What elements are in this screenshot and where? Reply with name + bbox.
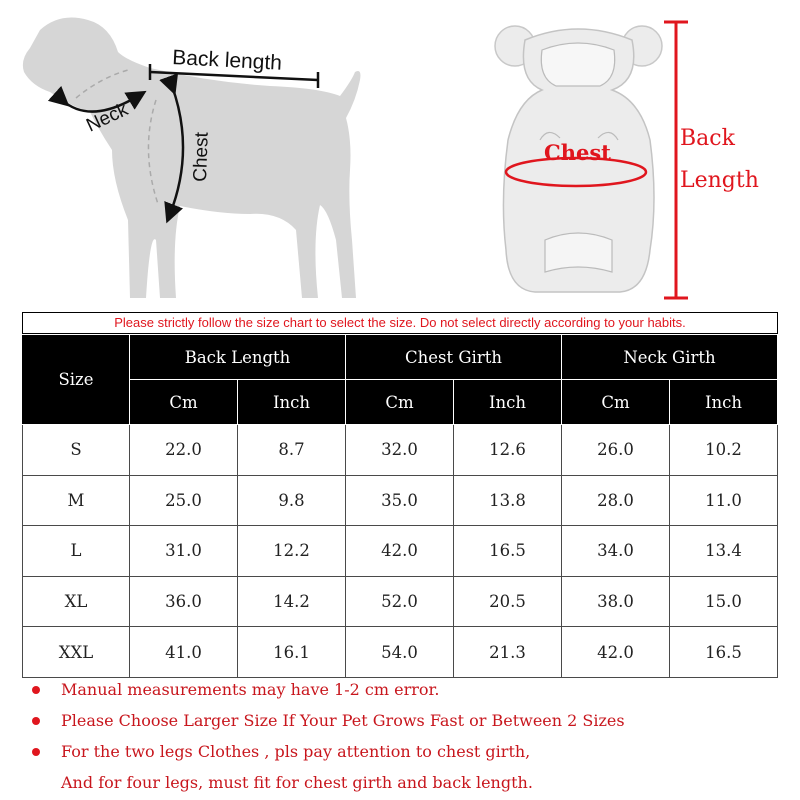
size-cell: L xyxy=(23,526,130,577)
value-cell: 41.0 xyxy=(130,627,238,678)
table-row xyxy=(23,576,778,627)
size-chart-table xyxy=(22,334,778,678)
size-cell: XXL xyxy=(23,627,130,678)
value-cell: 13.4 xyxy=(670,526,778,577)
unit-header: Cm xyxy=(562,380,670,425)
note-text: Manual measurements may have 1-2 cm error. xyxy=(61,680,440,699)
value-cell: 54.0 xyxy=(346,627,454,678)
dog-neck-label: Neck xyxy=(83,99,132,137)
garment-back-label: Back xyxy=(680,126,735,151)
value-cell: 16.5 xyxy=(670,627,778,678)
value-cell: 32.0 xyxy=(346,425,454,476)
value-cell: 12.6 xyxy=(454,425,562,476)
note-item xyxy=(28,767,778,798)
value-cell: 36.0 xyxy=(130,576,238,627)
value-cell: 9.8 xyxy=(238,475,346,526)
value-cell: 34.0 xyxy=(562,526,670,577)
value-cell: 31.0 xyxy=(130,526,238,577)
table-row xyxy=(23,526,778,577)
value-cell: 22.0 xyxy=(130,425,238,476)
garment-back-length-marker xyxy=(664,22,688,298)
value-cell: 15.0 xyxy=(670,576,778,627)
value-cell: 14.2 xyxy=(238,576,346,627)
back-length-header: Back Length xyxy=(130,335,346,380)
value-cell: 13.8 xyxy=(454,475,562,526)
size-cell: XL xyxy=(23,576,130,627)
unit-header: Inch xyxy=(670,380,778,425)
unit-header: Cm xyxy=(130,380,238,425)
bullet-dot-icon xyxy=(32,686,40,694)
note-text: Please Choose Larger Size If Your Pet Grows Fast or Between 2 Sizes xyxy=(61,711,625,730)
neck-girth-header: Neck Girth xyxy=(562,335,778,380)
value-cell: 21.3 xyxy=(454,627,562,678)
chest-girth-header: Chest Girth xyxy=(346,335,562,380)
value-cell: 11.0 xyxy=(670,475,778,526)
note-item xyxy=(28,736,778,767)
unit-header: Inch xyxy=(454,380,562,425)
size-cell: M xyxy=(23,475,130,526)
unit-header: Cm xyxy=(346,380,454,425)
unit-header: Inch xyxy=(238,380,346,425)
value-cell: 8.7 xyxy=(238,425,346,476)
garment-chest-label: Chest xyxy=(544,140,611,165)
value-cell: 28.0 xyxy=(562,475,670,526)
dog-chest-label: Chest xyxy=(190,131,213,183)
bullet-dot-icon xyxy=(32,748,40,756)
dog-back-length-label: Back length xyxy=(171,46,283,75)
measurement-illustrations xyxy=(0,0,800,312)
value-cell: 25.0 xyxy=(130,475,238,526)
value-cell: 42.0 xyxy=(346,526,454,577)
value-cell: 26.0 xyxy=(562,425,670,476)
value-cell: 38.0 xyxy=(562,576,670,627)
value-cell: 10.2 xyxy=(670,425,778,476)
note-item xyxy=(28,674,778,705)
note-item xyxy=(28,705,778,736)
value-cell: 52.0 xyxy=(346,576,454,627)
table-row xyxy=(23,627,778,678)
notes-list xyxy=(28,674,778,798)
note-text: For the two legs Clothes , pls pay attention to chest girth, xyxy=(61,742,531,761)
value-cell: 12.2 xyxy=(238,526,346,577)
table-row xyxy=(23,425,778,476)
value-cell: 16.1 xyxy=(238,627,346,678)
size-chart-notice: Please strictly follow the size chart to select the size. Do not select directly according to your habits. xyxy=(22,312,778,334)
measurement-diagram xyxy=(0,0,800,312)
value-cell: 35.0 xyxy=(346,475,454,526)
size-column-header: Size xyxy=(23,335,130,425)
garment-length-label: Length xyxy=(680,168,759,193)
size-cell: S xyxy=(23,425,130,476)
note-text: And for four legs, must fit for chest girth and back length. xyxy=(61,773,533,792)
table-row xyxy=(23,475,778,526)
bullet-dot-icon xyxy=(32,717,40,725)
value-cell: 16.5 xyxy=(454,526,562,577)
value-cell: 42.0 xyxy=(562,627,670,678)
value-cell: 20.5 xyxy=(454,576,562,627)
